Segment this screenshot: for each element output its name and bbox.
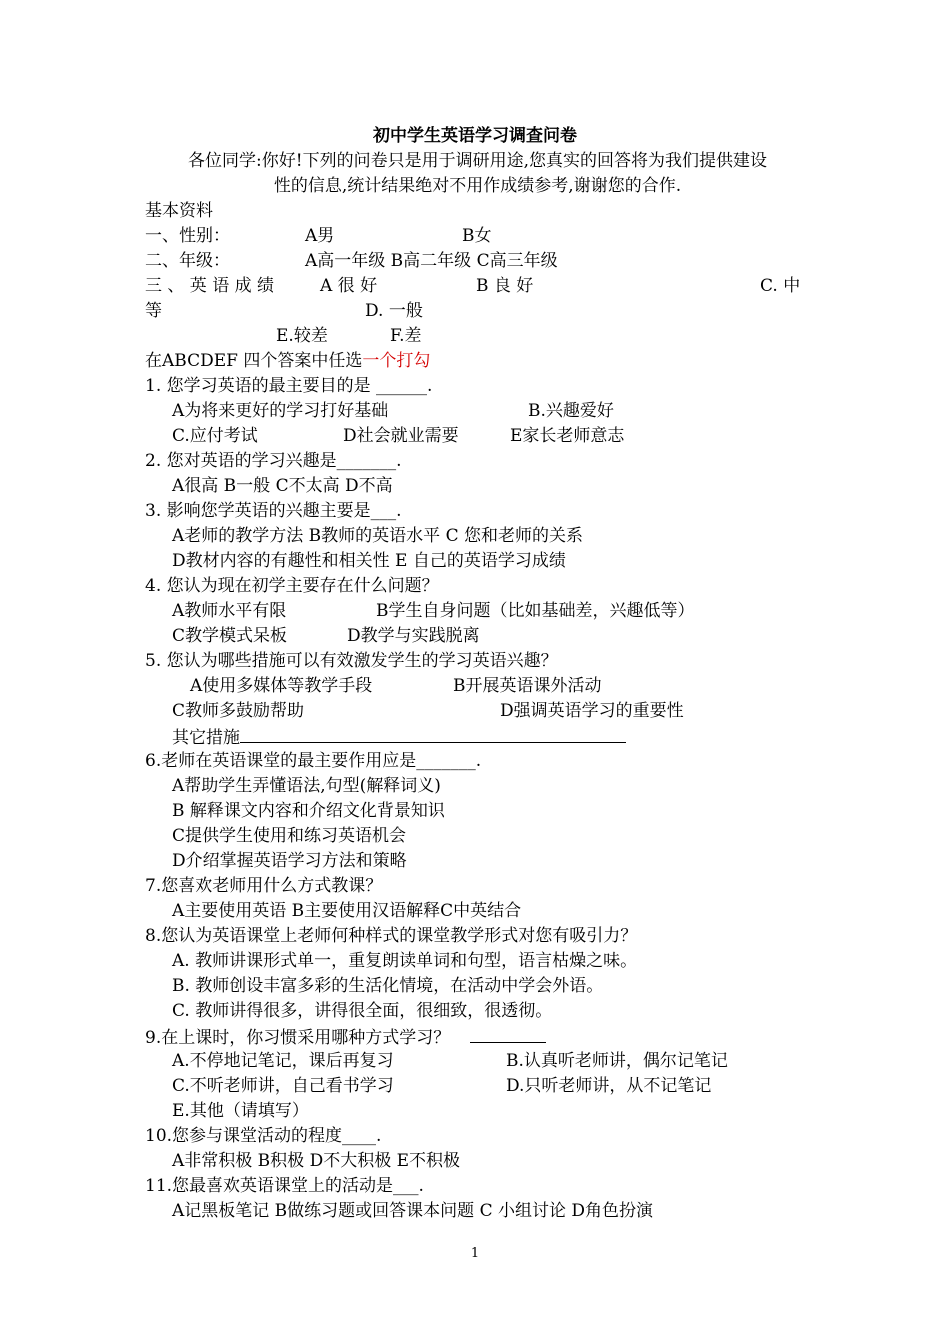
grade-label: 二、年级： <box>145 251 230 271</box>
score-option-c: C. 中 <box>760 276 801 296</box>
score-option-c-cont: 等 <box>145 301 162 321</box>
q1-option-e: E家长老师意志 <box>510 426 625 446</box>
q9-answer-blank[interactable] <box>470 1024 546 1043</box>
q5-other <box>172 724 626 749</box>
score-option-d: D. 一般 <box>365 301 423 321</box>
q9-option-d: D.只听老师讲，从不记笔记 <box>506 1076 712 1096</box>
grade-options: A高一年级 B高二年级 C高三年级 <box>305 251 558 271</box>
q5-other-label: 其它措施 <box>172 728 240 748</box>
question-10: 10.您参与课堂活动的程度____. <box>145 1126 382 1146</box>
q3-options-row-1: A老师的教学方法 B教师的英语水平 C 您和老师的关系 <box>172 526 583 546</box>
question-3: 3. 影响您学英语的兴趣主要是___. <box>145 501 402 521</box>
page-title: 初中学生英语学习调查问卷 <box>373 126 577 146</box>
q5-option-d: D强调英语学习的重要性 <box>500 701 684 721</box>
q1-option-d: D社会就业需要 <box>343 426 459 446</box>
q6-option-c: C提供学生使用和练习英语机会 <box>172 826 407 846</box>
q1-option-a: A为将来更好的学习打好基础 <box>172 401 389 421</box>
q4-option-d: D教学与实践脱离 <box>347 626 480 646</box>
q5-option-c: C教师多鼓励帮助 <box>172 701 305 721</box>
score-option-b: B 良 好 <box>476 276 534 296</box>
q8-option-b: B. 教师创设丰富多彩的生活化情境，在活动中学会外语。 <box>172 976 604 996</box>
q1-option-b: B.兴趣爱好 <box>528 401 614 421</box>
question-5: 5. 您认为哪些措施可以有效激发学生的学习英语兴趣？ <box>145 651 558 671</box>
q9-option-c: C.不听老师讲，自己看书学习 <box>172 1076 394 1096</box>
q5-other-blank[interactable] <box>240 724 626 743</box>
score-option-a: A 很 好 <box>320 276 378 296</box>
intro-line-2: 性的信息,统计结果绝对不用作成绩参考,谢谢您的合作. <box>273 176 682 196</box>
page-number: 1 <box>470 1246 480 1261</box>
q10-options: A非常积极 B积极 D不大积极 E不积极 <box>172 1151 461 1171</box>
q3-options-row-2: D教材内容的有趣性和相关性 E 自己的英语学习成绩 <box>172 551 566 571</box>
score-label: 三 、 英 语 成 绩 <box>145 276 275 296</box>
question-11: 11.您最喜欢英语课堂上的活动是___. <box>145 1176 424 1196</box>
q4-option-c: C教学模式呆板 <box>172 626 288 646</box>
q5-option-a: A使用多媒体等教学手段 <box>190 676 373 696</box>
q9-option-b: B.认真听老师讲，偶尔记笔记 <box>506 1051 728 1071</box>
instruction-highlight: 一个打勾 <box>362 351 431 371</box>
q11-options: A记黑板笔记 B做练习题或回答课本问题 C 小组讨论 D角色扮演 <box>172 1201 654 1221</box>
gender-label: 一、性别： <box>145 226 230 246</box>
question-9 <box>145 1024 546 1049</box>
q8-option-a: A. 教师讲课形式单一，重复朗读单词和句型，语言枯燥之味。 <box>172 951 638 971</box>
question-8: 8.您认为英语课堂上老师何种样式的课堂教学形式对您有吸引力？ <box>145 926 638 946</box>
question-4: 4. 您认为现在初学主要存在什么问题？ <box>145 576 439 596</box>
question-1: 1. 您学习英语的最主要目的是 ______. <box>145 376 433 396</box>
q9-option-e: E.其他（请填写） <box>172 1101 309 1121</box>
q8-option-c: C. 教师讲得很多，讲得很全面，很细致，很透彻。 <box>172 1001 553 1021</box>
q6-option-a: A帮助学生弄懂语法,句型(解释词义) <box>172 776 441 796</box>
q5-option-b: B开展英语课外活动 <box>453 676 602 696</box>
q9-option-a: A.不停地记笔记，课后再复习 <box>172 1051 394 1071</box>
q6-option-d: D介绍掌握英语学习方法和策略 <box>172 851 407 871</box>
q2-options: A很高 B一般 C不太高 D不高 <box>172 476 393 496</box>
q4-option-b: B学生自身问题（比如基础差，兴趣低等） <box>376 601 695 621</box>
q7-options: A主要使用英语 B主要使用汉语解释C中英结合 <box>172 901 522 921</box>
gender-option-b: B女 <box>462 226 492 246</box>
score-option-f: F.差 <box>390 326 422 346</box>
gender-option-a: A男 <box>305 226 335 246</box>
q6-option-b: B 解释课文内容和介绍文化背景知识 <box>172 801 445 821</box>
instruction-prefix: 在ABCDEF 四个答案中任选 <box>145 351 363 371</box>
basic-info-heading: 基本资料 <box>145 201 213 221</box>
instruction <box>145 349 430 374</box>
question-7: 7.您喜欢老师用什么方式教课？ <box>145 876 383 896</box>
question-2: 2. 您对英语的学习兴趣是_______. <box>145 451 402 471</box>
score-option-e: E.较差 <box>276 326 328 346</box>
q1-option-c: C.应付考试 <box>172 426 258 446</box>
intro-line-1: 各位同学:你好!下列的问卷只是用于调研用途,您真实的回答将为我们提供建设 <box>188 151 767 171</box>
question-6: 6.老师在英语课堂的最主要作用应是_______. <box>145 751 482 771</box>
q4-option-a: A教师水平有限 <box>172 601 287 621</box>
q9-text: 9.在上课时，你习惯采用哪种方式学习？ <box>145 1028 451 1048</box>
